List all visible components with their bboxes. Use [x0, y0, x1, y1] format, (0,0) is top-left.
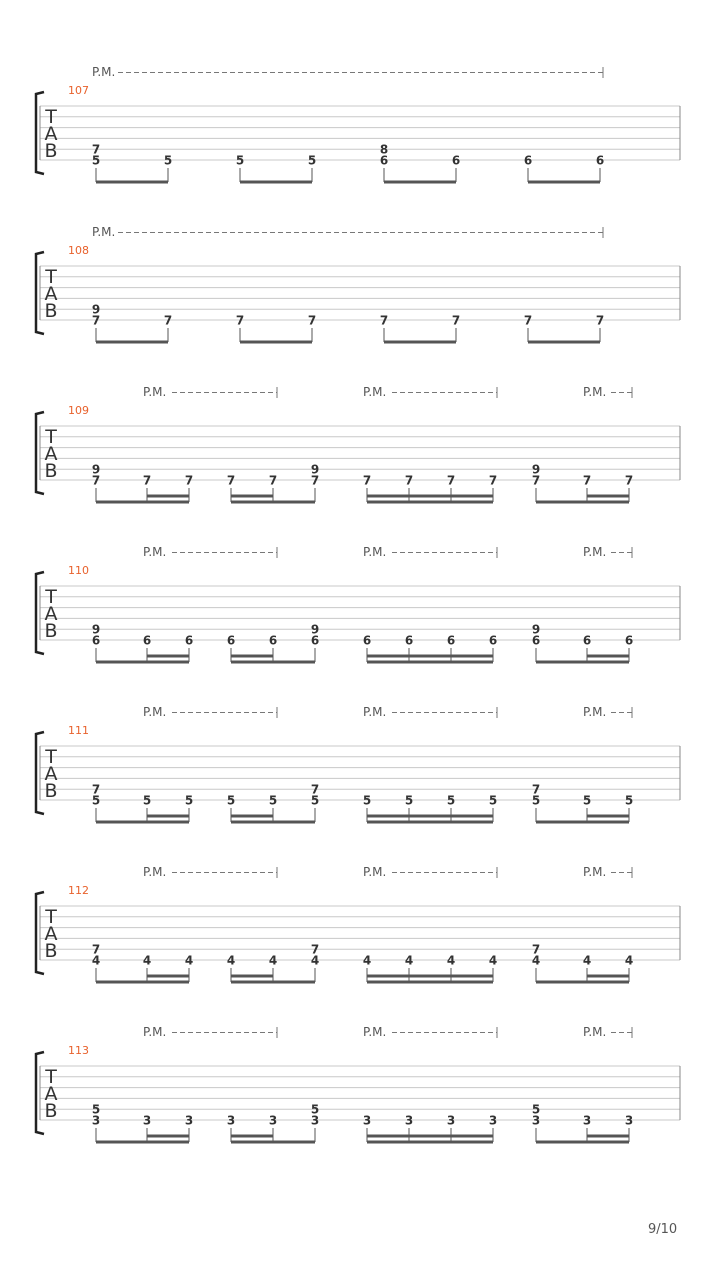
fret-number: 3 — [624, 1113, 634, 1128]
fret-number: 4 — [531, 953, 541, 968]
beam — [367, 501, 493, 504]
fret-number: 7 — [582, 473, 592, 488]
tab-clef-letter: A — [44, 283, 58, 305]
fret-number: 3 — [362, 1113, 372, 1128]
fret-number: 3 — [184, 1113, 194, 1128]
beam — [536, 661, 629, 664]
fret-number: 7 — [379, 313, 389, 328]
fret-number: 4 — [582, 953, 592, 968]
beam-secondary — [231, 495, 273, 498]
measure-112 — [36, 865, 680, 984]
bar-number: 110 — [68, 564, 89, 577]
fret-number: 7 — [362, 473, 372, 488]
fret-number: 7 — [451, 313, 461, 328]
fret-number: 7 — [91, 473, 101, 488]
fret-number: 4 — [268, 953, 278, 968]
bar-number: 111 — [68, 724, 89, 737]
fret-number: 7 — [404, 473, 414, 488]
tab-clef-letter: A — [44, 603, 58, 625]
tab-clef-letter: T — [45, 746, 57, 768]
palm-mute-label: P.M. — [583, 865, 607, 879]
fret-number: 3 — [446, 1113, 456, 1128]
beam-secondary — [367, 975, 493, 978]
measure-108 — [36, 225, 680, 344]
beam — [96, 1141, 189, 1144]
fret-number: 5 — [624, 793, 634, 808]
fret-number: 5 — [91, 1102, 101, 1117]
fret-number: 4 — [184, 953, 194, 968]
fret-number: 9 — [91, 462, 101, 477]
beam-secondary — [231, 655, 273, 658]
fret-number: 7 — [163, 313, 173, 328]
fret-number: 6 — [446, 633, 456, 648]
beam — [231, 661, 315, 664]
palm-mute-label: P.M. — [143, 865, 167, 879]
beam-secondary — [367, 655, 493, 658]
palm-mute-label: P.M. — [92, 225, 116, 239]
beam-secondary — [231, 975, 273, 978]
tab-clef-letter: B — [44, 940, 58, 962]
fret-number: 6 — [226, 633, 236, 648]
tab-clef-letter: T — [45, 106, 57, 128]
beam — [240, 181, 312, 184]
fret-number: 6 — [624, 633, 634, 648]
fret-number: 7 — [595, 313, 605, 328]
measure-111 — [36, 705, 680, 824]
fret-number: 5 — [184, 793, 194, 808]
fret-number: 6 — [379, 153, 389, 168]
beam-secondary — [367, 1135, 493, 1138]
palm-mute-label: P.M. — [583, 385, 607, 399]
fret-number: 7 — [624, 473, 634, 488]
palm-mute-label: P.M. — [363, 705, 387, 719]
beam — [231, 981, 315, 984]
fret-number: 7 — [91, 142, 101, 157]
beam-secondary — [147, 975, 189, 978]
fret-number: 6 — [451, 153, 461, 168]
page-indicator: 9/10 — [648, 1222, 678, 1237]
beam — [367, 1141, 493, 1144]
bar-number: 112 — [68, 884, 89, 897]
tab-clef-letter: A — [44, 123, 58, 145]
fret-number: 3 — [582, 1113, 592, 1128]
fret-number: 6 — [184, 633, 194, 648]
fret-number: 7 — [184, 473, 194, 488]
beam — [231, 821, 315, 824]
fret-number: 6 — [362, 633, 372, 648]
fret-number: 7 — [91, 942, 101, 957]
fret-number: 9 — [310, 462, 320, 477]
fret-number: 5 — [307, 153, 317, 168]
fret-number: 6 — [488, 633, 498, 648]
fret-number: 7 — [91, 782, 101, 797]
palm-mute-label: P.M. — [143, 545, 167, 559]
measure-107 — [36, 65, 680, 184]
beam-secondary — [147, 815, 189, 818]
beam — [384, 341, 456, 344]
beam — [96, 341, 168, 344]
fret-number: 7 — [531, 782, 541, 797]
fret-number: 5 — [91, 153, 101, 168]
tab-clef-letter: B — [44, 780, 58, 802]
bar-number: 109 — [68, 404, 89, 417]
fret-number: 9 — [531, 462, 541, 477]
beam — [96, 821, 189, 824]
fret-number: 7 — [310, 942, 320, 957]
fret-number: 5 — [163, 153, 173, 168]
fret-number: 4 — [488, 953, 498, 968]
palm-mute-label: P.M. — [363, 865, 387, 879]
tab-clef-letter: T — [45, 426, 57, 448]
bar-number: 107 — [68, 84, 89, 97]
tab-clef-letter: T — [45, 586, 57, 608]
beam — [231, 1141, 315, 1144]
fret-number: 9 — [531, 622, 541, 637]
fret-number: 6 — [310, 633, 320, 648]
beam — [536, 981, 629, 984]
fret-number: 3 — [268, 1113, 278, 1128]
tab-clef-letter: A — [44, 1083, 58, 1105]
fret-number: 7 — [310, 473, 320, 488]
fret-number: 3 — [91, 1113, 101, 1128]
measure-110 — [36, 545, 680, 664]
fret-number: 9 — [91, 302, 101, 317]
beam-secondary — [587, 1135, 629, 1138]
bar-number: 108 — [68, 244, 89, 257]
fret-number: 4 — [226, 953, 236, 968]
beam — [367, 661, 493, 664]
beam-secondary — [587, 495, 629, 498]
fret-number: 4 — [142, 953, 152, 968]
fret-number: 4 — [624, 953, 634, 968]
fret-number: 5 — [404, 793, 414, 808]
fret-number: 4 — [91, 953, 101, 968]
beam-secondary — [231, 815, 273, 818]
measure-113 — [36, 1025, 680, 1144]
beam — [536, 1141, 629, 1144]
beam-secondary — [587, 815, 629, 818]
beam — [96, 181, 168, 184]
fret-number: 5 — [446, 793, 456, 808]
fret-number: 5 — [531, 793, 541, 808]
fret-number: 3 — [226, 1113, 236, 1128]
beam — [384, 181, 456, 184]
fret-number: 5 — [226, 793, 236, 808]
fret-number: 3 — [310, 1113, 320, 1128]
beam-secondary — [147, 1135, 189, 1138]
beam — [96, 501, 189, 504]
fret-number: 6 — [268, 633, 278, 648]
fret-number: 5 — [310, 1102, 320, 1117]
fret-number: 5 — [235, 153, 245, 168]
beam — [231, 501, 315, 504]
fret-number: 7 — [531, 942, 541, 957]
beam-secondary — [147, 495, 189, 498]
fret-number: 6 — [91, 633, 101, 648]
beam-secondary — [147, 655, 189, 658]
fret-number: 5 — [582, 793, 592, 808]
palm-mute-label: P.M. — [143, 705, 167, 719]
beam-secondary — [231, 1135, 273, 1138]
fret-number: 7 — [523, 313, 533, 328]
palm-mute-label: P.M. — [363, 545, 387, 559]
fret-number: 5 — [531, 1102, 541, 1117]
fret-number: 5 — [488, 793, 498, 808]
fret-number: 6 — [142, 633, 152, 648]
fret-number: 3 — [404, 1113, 414, 1128]
tab-clef-letter: B — [44, 620, 58, 642]
fret-number: 7 — [310, 782, 320, 797]
fret-number: 5 — [91, 793, 101, 808]
tab-clef-letter: A — [44, 763, 58, 785]
fret-number: 5 — [362, 793, 372, 808]
fret-number: 4 — [446, 953, 456, 968]
tab-clef-letter: B — [44, 1100, 58, 1122]
fret-number: 6 — [531, 633, 541, 648]
beam — [240, 341, 312, 344]
palm-mute-label: P.M. — [143, 385, 167, 399]
beam — [367, 981, 493, 984]
tab-clef-letter: B — [44, 300, 58, 322]
beam — [528, 181, 600, 184]
fret-number: 7 — [307, 313, 317, 328]
fret-number: 3 — [531, 1113, 541, 1128]
palm-mute-label: P.M. — [583, 705, 607, 719]
fret-number: 7 — [268, 473, 278, 488]
fret-number: 7 — [235, 313, 245, 328]
palm-mute-label: P.M. — [92, 65, 116, 79]
fret-number: 6 — [595, 153, 605, 168]
palm-mute-label: P.M. — [583, 1025, 607, 1039]
beam — [367, 821, 493, 824]
fret-number: 8 — [379, 142, 389, 157]
fret-number: 6 — [582, 633, 592, 648]
beam — [96, 981, 189, 984]
fret-number: 4 — [362, 953, 372, 968]
tab-clef-letter: T — [45, 266, 57, 288]
fret-number: 9 — [91, 622, 101, 637]
palm-mute-label: P.M. — [363, 385, 387, 399]
fret-number: 7 — [226, 473, 236, 488]
tab-clef-letter: A — [44, 923, 58, 945]
beam-secondary — [367, 815, 493, 818]
fret-number: 5 — [142, 793, 152, 808]
fret-number: 5 — [310, 793, 320, 808]
fret-number: 9 — [310, 622, 320, 637]
fret-number: 5 — [268, 793, 278, 808]
tab-clef-letter: T — [45, 906, 57, 928]
palm-mute-label: P.M. — [583, 545, 607, 559]
tab-clef-letter: T — [45, 1066, 57, 1088]
fret-number: 7 — [91, 313, 101, 328]
beam-secondary — [367, 495, 493, 498]
beam-secondary — [587, 655, 629, 658]
tab-clef-letter: A — [44, 443, 58, 465]
measure-109 — [36, 385, 680, 504]
beam — [536, 501, 629, 504]
beam — [96, 661, 189, 664]
beam — [528, 341, 600, 344]
beam — [536, 821, 629, 824]
fret-number: 7 — [142, 473, 152, 488]
tab-clef-letter: B — [44, 460, 58, 482]
fret-number: 6 — [523, 153, 533, 168]
fret-number: 6 — [404, 633, 414, 648]
fret-number: 4 — [310, 953, 320, 968]
beam-secondary — [587, 975, 629, 978]
fret-number: 7 — [488, 473, 498, 488]
fret-number: 7 — [446, 473, 456, 488]
tab-clef-letter: B — [44, 140, 58, 162]
fret-number: 7 — [531, 473, 541, 488]
fret-number: 3 — [142, 1113, 152, 1128]
palm-mute-label: P.M. — [363, 1025, 387, 1039]
palm-mute-label: P.M. — [143, 1025, 167, 1039]
fret-number: 4 — [404, 953, 414, 968]
bar-number: 113 — [68, 1044, 89, 1057]
fret-number: 3 — [488, 1113, 498, 1128]
